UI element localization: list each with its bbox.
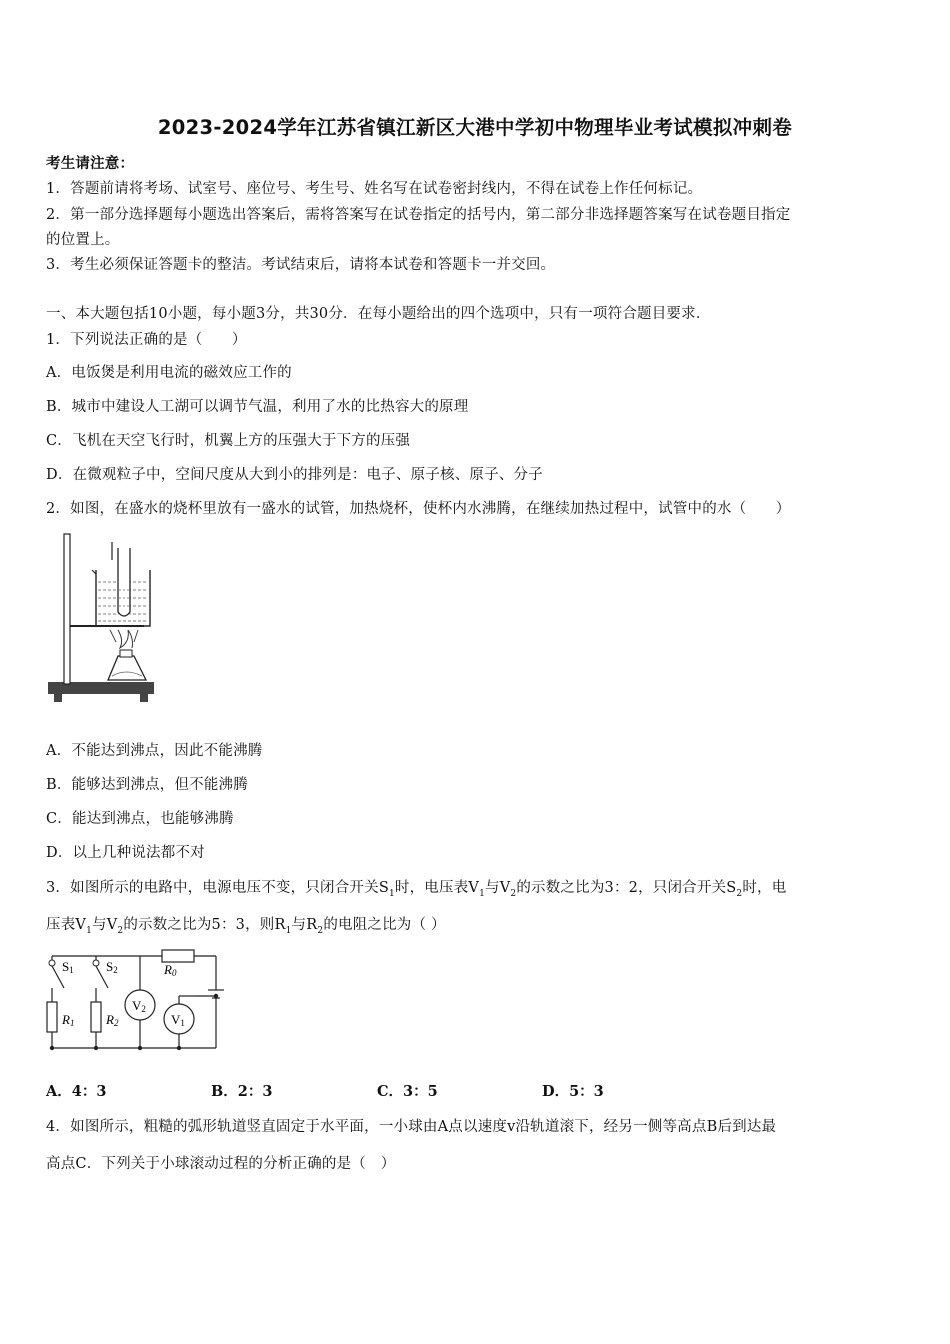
q3-stem-line1: 3．如图所示的电路中，电源电压不变，只闭合开关$S_1$时，电压表$V_1$与$V_2$的示数之比为3：2，只闭合开关$S_2$时，电 (46, 880, 787, 899)
circuit-diagram (44, 944, 226, 1056)
r2-label: R2 (106, 1012, 119, 1028)
v2-label: V2 (132, 998, 146, 1014)
q3-option-d: D．5：3 (542, 1083, 604, 1100)
s2-label: S2 (106, 959, 118, 975)
r1-label: R1 (62, 1012, 75, 1028)
q3-stem-line2: 压表$V_1$与$V_2$的示数之比为5：3，则$R_1$与$R_2$的电阻之比为（ ） (46, 917, 446, 936)
q1-option-b: B．城市中建设人工湖可以调节气温，利用了水的比热容大的原理 (46, 399, 469, 415)
q2-option-d: D．以上几种说法都不对 (46, 845, 205, 861)
q2-option-b: B．能够达到沸点，但不能沸腾 (46, 777, 248, 793)
notice-heading: 考生请注意： (46, 155, 135, 172)
notice-item: 1．答题前请将考场、试室号、座位号、考生号、姓名写在试卷密封线内，不得在试卷上作任何标记。 (46, 181, 703, 197)
q2-option-a: A．不能达到沸点，因此不能沸腾 (46, 743, 263, 759)
q2-stem: 2．如图，在盛水的烧杯里放有一盛水的试管，加热烧杯，使杯内水沸腾，在继续加热过程中，试管中的水（ ） (46, 501, 791, 517)
q1-option-a: A．电饭煲是利用电流的磁效应工作的 (46, 365, 292, 381)
v1-label: V1 (171, 1012, 185, 1028)
boiling-apparatus-figure (46, 530, 158, 708)
q2-option-c: C．能达到沸点，也能够沸腾 (46, 811, 234, 827)
q3-option-b: B．2：3 (211, 1083, 273, 1100)
notice-item: 的位置上。 (46, 232, 120, 248)
q1-stem: 1．下列说法正确的是（ ） (46, 332, 247, 348)
q3-option-c: C．3：5 (377, 1083, 438, 1100)
s1-label: S1 (62, 959, 74, 975)
q4-stem-line2: 高点C．下列关于小球滚动过程的分析正确的是（ ） (46, 1156, 396, 1172)
notice-item: 2．第一部分选择题每小题选出答案后，需将答案写在试卷指定的括号内，第二部分非选择题答案写在试卷题目指定 (46, 207, 791, 223)
q1-option-d: D．在微观粒子中，空间尺度从大到小的排列是：电子、原子核、原子、分子 (46, 467, 543, 483)
r0-label: R0 (164, 962, 177, 978)
section-heading: 一、本大题包括10小题，每小题3分，共30分．在每小题给出的四个选项中，只有一项符合题目要求． (46, 306, 711, 322)
q4-stem-line1: 4．如图所示，粗糙的弧形轨道竖直固定于水平面，一小球由A点以速度v沿轨道滚下，经另一侧等高点B后到达最 (46, 1119, 777, 1135)
page-title: 2023-2024学年江苏省镇江新区大港中学初中物理毕业考试模拟冲刺卷 (157, 116, 793, 139)
q1-option-c: C．飞机在天空飞行时，机翼上方的压强大于下方的压强 (46, 433, 411, 449)
notice-item: 3．考生必须保证答题卡的整洁。考试结束后，请将本试卷和答题卡一并交回。 (46, 257, 556, 273)
q3-option-a: A．4：3 (46, 1083, 107, 1100)
